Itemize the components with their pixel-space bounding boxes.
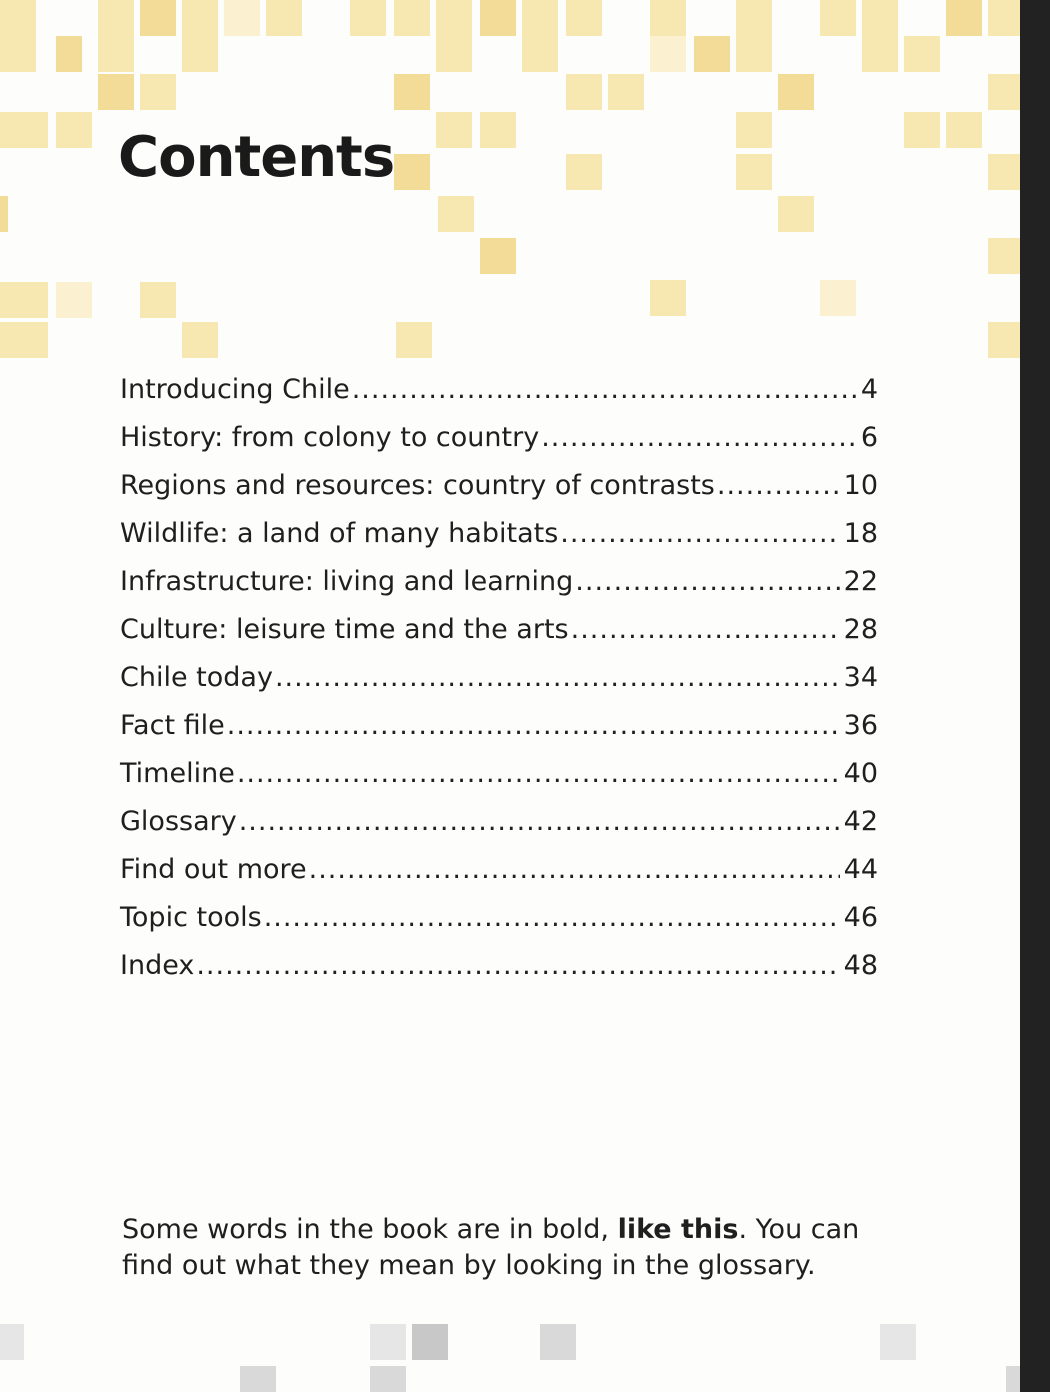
toc-entry-page-number: 40 — [843, 758, 878, 789]
toc-entry-page-number: 46 — [843, 902, 878, 933]
toc-entry-label: Introducing Chile — [120, 374, 350, 405]
toc-entry-label: Regions and resources: country of contrasts — [120, 470, 715, 501]
toc-entry-label: Timeline — [120, 758, 235, 789]
toc-entry[interactable] — [120, 702, 878, 750]
glossary-note — [122, 1212, 882, 1284]
note-text-after: . You can find out what they mean by looking in the glossary. — [122, 1214, 860, 1281]
toc-entry[interactable] — [120, 942, 878, 990]
toc-dot-leader — [717, 462, 840, 510]
toc-entry[interactable] — [120, 846, 878, 894]
toc-entry[interactable] — [120, 462, 878, 510]
toc-dot-leader — [237, 750, 840, 798]
toc-entry[interactable] — [120, 894, 878, 942]
toc-entry-label: History: from colony to country — [120, 422, 540, 453]
toc-entry-label: Infrastructure: living and learning — [120, 566, 574, 597]
toc-dot-leader — [275, 654, 840, 702]
toc-entry-label: Chile today — [120, 662, 273, 693]
toc-dot-leader — [575, 558, 839, 606]
toc-entry-page-number: 10 — [843, 470, 878, 501]
toc-entry[interactable] — [120, 606, 878, 654]
toc-entry-page-number: 42 — [843, 806, 878, 837]
toc-entry-label: Wildlife: a land of many habitats — [120, 518, 559, 549]
toc-dot-leader — [239, 798, 840, 846]
toc-entry-label: Glossary — [120, 806, 237, 837]
toc-entry-page-number: 28 — [843, 614, 878, 645]
toc-entry-page-number: 36 — [843, 710, 878, 741]
page-title: Contents — [118, 125, 395, 190]
toc-entry[interactable] — [120, 366, 878, 414]
toc-entry-page-number: 6 — [860, 422, 878, 453]
toc-entry-page-number: 34 — [843, 662, 878, 693]
note-bold-example: like this — [617, 1214, 739, 1245]
toc-entry-page-number: 18 — [843, 518, 878, 549]
book-binding-edge — [1020, 0, 1050, 1392]
toc-dot-leader — [309, 846, 840, 894]
toc-entry-label: Index — [120, 950, 195, 981]
toc-entry-label: Topic tools — [120, 902, 262, 933]
toc-dot-leader — [541, 414, 857, 462]
toc-entry-label: Find out more — [120, 854, 307, 885]
toc-entry-label: Fact file — [120, 710, 225, 741]
toc-entry[interactable] — [120, 510, 878, 558]
toc-dot-leader — [560, 510, 839, 558]
toc-dot-leader — [571, 606, 840, 654]
toc-dot-leader — [227, 702, 840, 750]
toc-entry-page-number: 44 — [843, 854, 878, 885]
toc-dot-leader — [264, 894, 840, 942]
toc-entry[interactable] — [120, 750, 878, 798]
table-of-contents — [120, 366, 878, 990]
toc-entry[interactable] — [120, 414, 878, 462]
toc-dot-leader — [196, 942, 839, 990]
toc-entry-page-number: 48 — [843, 950, 878, 981]
toc-entry-page-number: 22 — [843, 566, 878, 597]
note-text-before: Some words in the book are in bold, — [122, 1214, 618, 1245]
toc-entry-page-number: 4 — [860, 374, 878, 405]
toc-dot-leader — [352, 366, 857, 414]
toc-entry[interactable] — [120, 798, 878, 846]
toc-entry[interactable] — [120, 558, 878, 606]
toc-entry-label: Culture: leisure time and the arts — [120, 614, 569, 645]
toc-entry[interactable] — [120, 654, 878, 702]
